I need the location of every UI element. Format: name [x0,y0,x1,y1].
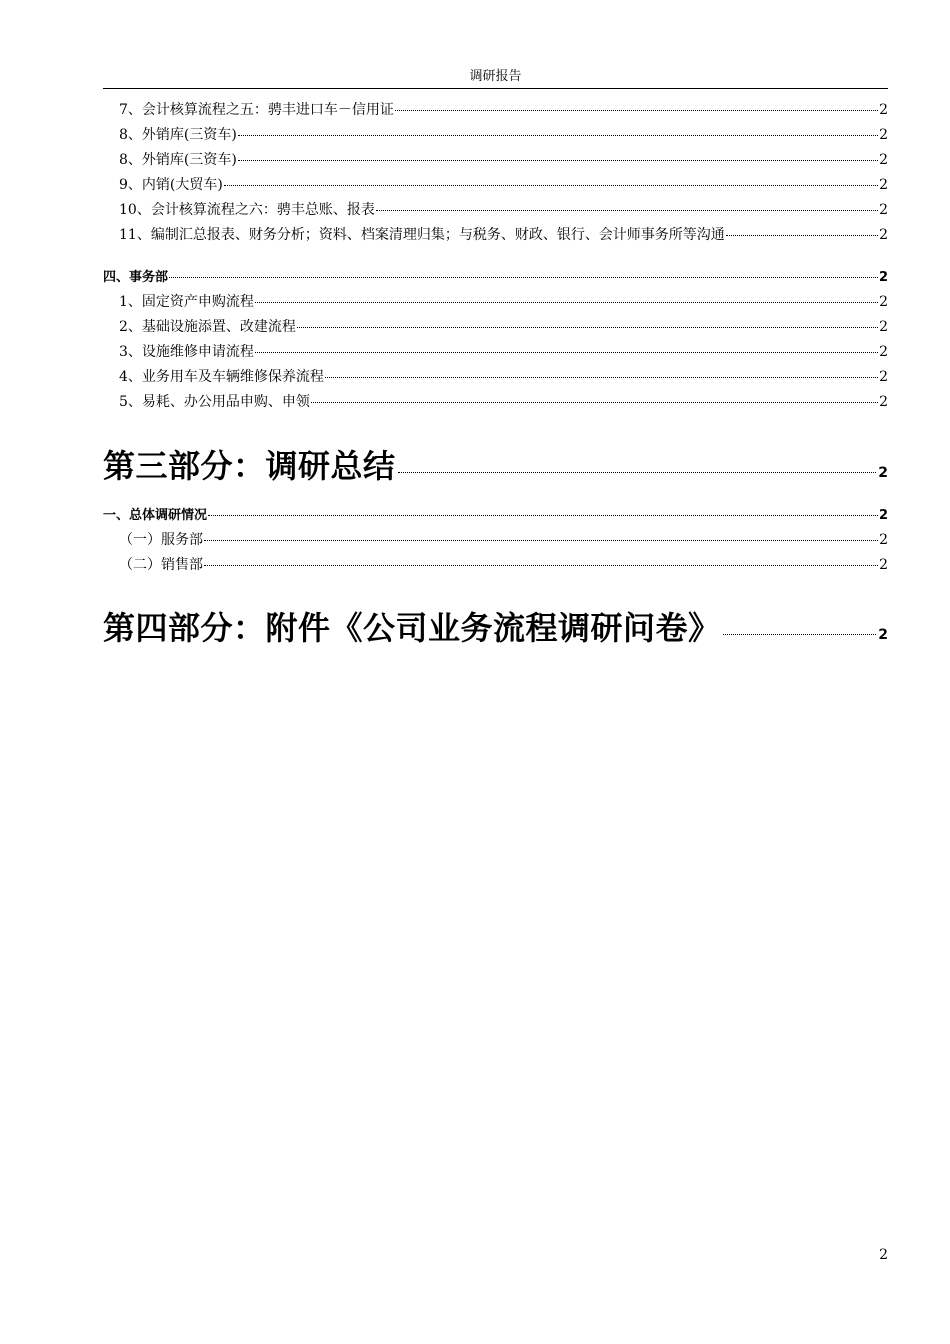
toc-entry-page: 2 [879,202,888,218]
toc-entry-title: 10、会计核算流程之六：骋丰总账、报表 [119,202,375,218]
toc-entry[interactable] [103,315,888,340]
toc-entry-page: 2 [879,177,888,193]
table-of-contents [103,98,888,663]
toc-part-entry[interactable] [103,603,888,663]
toc-entry-page: 2 [879,102,888,118]
toc-entry-page: 2 [879,532,888,548]
toc-entry[interactable] [103,98,888,123]
toc-entry[interactable] [103,123,888,148]
toc-entry-title: 2、基础设施添置、改建流程 [119,319,296,335]
toc-entry-page: 2 [879,319,888,335]
toc-section-title: 一、总体调研情况 [103,508,208,523]
toc-entry-title: （一）服务部 [119,532,203,548]
dot-leader [395,96,878,111]
toc-entry-title: 4、业务用车及车辆维修保养流程 [119,369,324,385]
toc-entry[interactable] [103,340,888,365]
toc-entry-page: 2 [879,369,888,385]
dot-leader [398,456,877,473]
toc-entry-title: （二）销售部 [119,557,203,573]
dot-leader [204,526,878,541]
dot-leader [238,146,878,161]
toc-entry[interactable] [103,290,888,315]
toc-entry-page: 2 [879,344,888,360]
toc-entry[interactable] [103,173,888,198]
toc-part-page: 2 [878,627,888,643]
toc-section-page: 2 [878,508,888,523]
toc-entry-page: 2 [879,394,888,410]
toc-entry-title: 8、外销库(三资车) [119,152,237,168]
toc-entry[interactable] [103,148,888,173]
dot-leader [204,551,878,566]
toc-entry[interactable] [103,553,888,578]
toc-entry-page: 2 [879,152,888,168]
toc-section-entry[interactable] [103,503,888,528]
dot-leader [169,264,878,278]
dot-leader [238,121,878,136]
toc-entry-title: 11、编制汇总报表、财务分析；资料、档案清理归集；与税务、财政、银行、会计师事务所等沟通 [119,227,725,243]
toc-entry[interactable] [103,390,888,415]
dot-leader [208,502,878,516]
toc-entry-title: 3、设施维修申请流程 [119,344,254,360]
toc-entry-title: 9、内销(大贸车) [119,177,223,193]
dot-leader [224,171,878,186]
toc-entry-page: 2 [879,557,888,573]
dot-leader [376,196,878,211]
dot-leader [255,288,878,303]
toc-entry-title: 1、固定资产申购流程 [119,294,254,310]
toc-entry[interactable] [103,223,888,248]
toc-section-entry[interactable] [103,265,888,290]
spacer [103,248,888,265]
toc-part-page: 2 [878,465,888,481]
toc-entry[interactable] [103,365,888,390]
toc-entry-page: 2 [879,294,888,310]
toc-entry[interactable] [103,528,888,553]
dot-leader [255,338,878,353]
page-header [103,66,888,89]
toc-entry-title: 7、会计核算流程之五：骋丰进口车－信用证 [119,102,394,118]
toc-part-entry[interactable] [103,441,888,501]
toc-section-page: 2 [878,270,888,285]
toc-part-title: 第三部分：调研总结 [103,447,396,485]
dot-leader [311,388,878,403]
toc-entry-page: 2 [879,127,888,143]
page-number: 2 [879,1247,888,1263]
dot-leader [723,618,877,635]
toc-section-title: 四、事务部 [103,270,169,285]
toc-entry[interactable] [103,198,888,223]
header-title: 调研报告 [469,69,522,84]
toc-part-title: 第四部分：附件《公司业务流程调研问卷》 [103,609,721,647]
toc-entry-page: 2 [879,227,888,243]
dot-leader [325,363,878,378]
toc-entry-title: 8、外销库(三资车) [119,127,237,143]
dot-leader [726,221,878,236]
dot-leader [297,313,878,328]
toc-entry-title: 5、易耗、办公用品申购、申领 [119,394,310,410]
